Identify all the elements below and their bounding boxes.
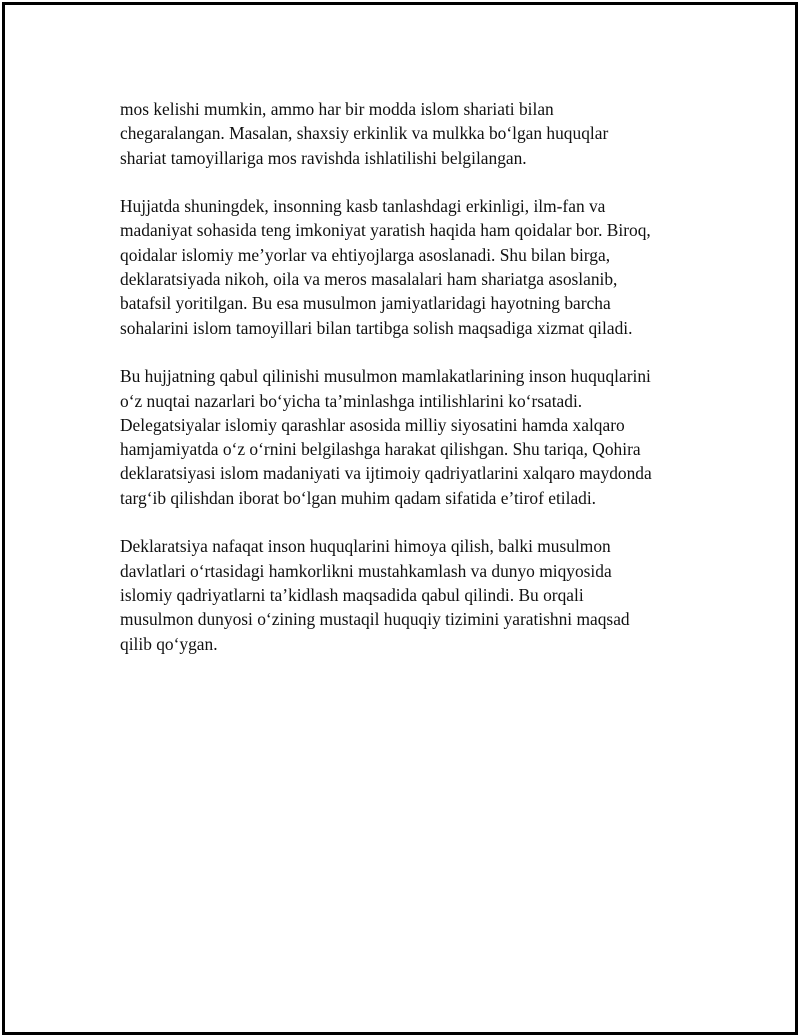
paragraph-1: mos kelishi mumkin, ammo har bir modda islom shariati bilan chegaralangan. Masalan, shaxsiy erkinlik va mulkka bo‘lgan huquqlar shariat tamoyillariga mos ravishda ishlatilishi belgilangan. <box>120 99 609 168</box>
paragraph-4: Deklaratsiya nafaqat inson huquqlarini himoya qilish, balki musulmon davlatlari o‘rtasidagi hamkorlikni mustahkamlash va dunyo miqyosida islomiy qadriyatlarni ta’kidlash maqsadida qabul qilindi. Bu orqali musulmon dunyosi o‘zining mustaqil huquqiy tizimini yaratishni maqsad qilib qo‘ygan. <box>120 536 630 654</box>
paragraph-3: Bu hujjatning qabul qilinishi musulmon mamlakatlarining inson huquqlarini o‘z nuqtai nazarlari bo‘yicha ta’minlashga intilishlarini ko‘rsatadi. Delegatsiyalar islomiy qarashlar asosida milliy siyosatini hamda xalqaro hamjamiyatda o‘z o‘rnini belgilashga harakat qilishgan. Shu tariqa, Qohira deklaratsiyasi islom madaniyati va ijtimoiy qadriyatlarini xalqaro maydonda targ‘ib qilishdan iborat bo‘lgan muhim qadam sifatida e’tirof etiladi. <box>120 366 652 508</box>
paragraph-2: Hujjatda shuningdek, insonning kasb tanlashdagi erkinligi, ilm-fan va madaniyat sohasida teng imkoniyat yaratish haqida ham qoidalar bor. Biroq, qoidalar islomiy me’yorlar va ehtiyojlarga asoslanadi. Shu bilan birga, deklaratsiyada nikoh, oila va meros masalalari ham shariatga asoslanib, batafsil yoritilgan. Bu esa musulmon jamiyatlaridagi hayotning barcha sohalarini islom tamoyillari bilan tartibga solish maqsadiga xizmat qiladi. <box>120 196 651 338</box>
page-frame <box>2 2 798 1035</box>
document-body <box>120 97 700 680</box>
